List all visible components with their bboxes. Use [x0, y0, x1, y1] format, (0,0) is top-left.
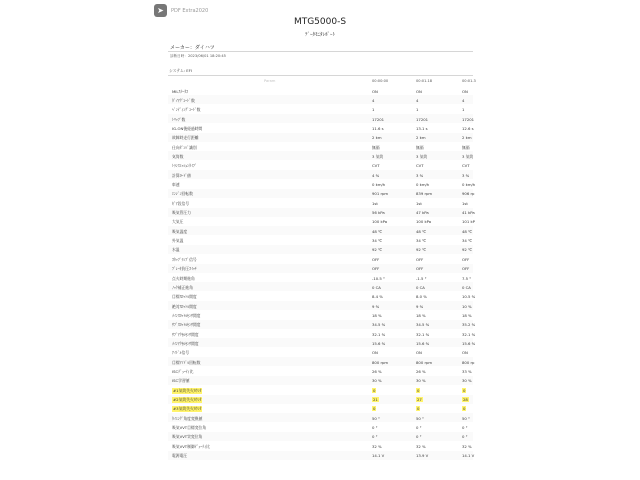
param-name-cell: #1気筒失火ｶｳﾝﾀ — [173, 387, 202, 393]
value-cell: 48 ℃ — [462, 228, 473, 234]
value-cell: 1st — [462, 200, 468, 206]
value-cell: 32.1 % — [462, 331, 476, 337]
param-name-cell: 目標ｱｲﾄﾞﾙ回転数 — [172, 359, 201, 365]
value-cell: OFF — [416, 256, 424, 262]
table-row — [168, 133, 473, 142]
value-cell: 0 ° — [462, 425, 468, 431]
param-name-cell: 計算ﾛｰﾄﾞ値 — [172, 172, 191, 178]
value-cell: 92 ℃ — [416, 247, 427, 253]
value-cell: 2 km — [416, 135, 426, 141]
value-cell: 1st — [416, 200, 422, 206]
value-cell: CVT — [416, 163, 424, 169]
param-name-cell: 外気温 — [172, 238, 184, 244]
param-name-cell: ｻﾌﾞｽﾛｯﾄﾙｾﾝｻ開度 — [172, 322, 201, 328]
value-cell: 9 % — [372, 303, 380, 309]
value-cell: CVT — [372, 163, 380, 169]
value-cell: 2 km — [372, 135, 382, 141]
maker-label: メーカー：ダイハツ — [170, 45, 215, 51]
document-subtitle: ﾃﾞｰﾀﾓﾆﾀﾚﾎﾟｰﾄ — [304, 32, 335, 38]
value-cell: 4 — [416, 97, 419, 103]
table-row — [168, 310, 473, 319]
value-cell: 13.9 V — [416, 453, 429, 459]
logo-text: PDF Extra2020 — [171, 7, 209, 14]
param-name-cell: #3気筒失火ｶｳﾝﾀ — [173, 406, 202, 412]
table-row — [168, 413, 473, 422]
table-row — [168, 320, 476, 329]
value-cell: 1 — [416, 107, 419, 113]
value-cell: ON — [372, 350, 378, 356]
value-cell: 92 ℃ — [372, 247, 383, 253]
value-cell: 17201 — [416, 116, 429, 122]
param-name-cell: 仕向ﾀﾞﾝﾊﾞ識別 — [172, 144, 197, 150]
value-cell: OFF — [462, 266, 470, 272]
table-row — [168, 264, 473, 273]
param-name-cell: 点火時期進角 — [172, 275, 195, 281]
pdf-logo-icon: ➤ — [154, 4, 167, 17]
param-name-cell: ﾀﾞｲｱｸﾞｺｰﾄﾞ数 — [172, 97, 195, 103]
param-name-cell: 吸気VVT目標変位角 — [172, 425, 207, 431]
value-cell: ON — [462, 350, 468, 356]
value-cell: 0 — [373, 406, 376, 412]
value-cell: 0 CA — [462, 284, 471, 290]
table-row — [168, 292, 476, 301]
divider — [168, 51, 473, 52]
value-cell: 92 ℃ — [462, 247, 473, 253]
diagnosis-date: 診断日時：2023/06/01 18:20:45 — [170, 54, 226, 58]
time-column-header: 00:00:00 — [372, 79, 389, 83]
table-row — [168, 254, 473, 263]
value-cell: 7.5 ° — [462, 275, 472, 281]
table-row — [168, 245, 473, 254]
value-cell: 901 rpm — [372, 191, 389, 197]
value-cell: ON — [462, 88, 468, 94]
value-cell: 26 % — [372, 369, 382, 374]
value-cell: 0 — [417, 406, 420, 412]
table-row — [168, 395, 473, 404]
param-name-cell: ﾀｲﾐﾝｸﾞ角度変換値 — [172, 415, 203, 421]
table-row — [168, 226, 473, 235]
table-row — [168, 170, 473, 179]
value-cell: CVT — [462, 163, 470, 169]
value-cell: 15.6 % — [416, 340, 430, 346]
value-cell: OFF — [462, 256, 470, 262]
param-name-cell: #2気筒失火ｶｳﾝﾀ — [173, 397, 202, 403]
value-cell: 800 rpm — [416, 359, 433, 365]
value-cell: 30 % — [372, 378, 382, 384]
value-cell: 9 % — [416, 303, 424, 309]
value-cell: 0 ° — [372, 425, 378, 431]
param-name-cell: MILｽﾃｰﾀｽ — [172, 88, 189, 94]
param-name-cell: ﾄﾘｯﾌﾟ数 — [172, 116, 186, 122]
table-row — [168, 189, 473, 198]
value-cell: 800 rp — [462, 359, 475, 365]
value-cell: ON — [416, 88, 422, 94]
table-row — [168, 367, 473, 376]
table-row — [168, 236, 473, 245]
value-cell: 28 — [463, 397, 468, 403]
table-row — [168, 217, 473, 226]
value-cell: 41 kPa — [462, 210, 475, 216]
table-row — [168, 151, 473, 160]
value-cell: 0 — [463, 406, 466, 412]
value-cell: 18 % — [462, 312, 472, 318]
value-cell: 34.5 % — [416, 322, 430, 328]
value-cell: 32 % — [372, 443, 382, 449]
value-cell: 32.1 % — [372, 331, 386, 337]
value-cell: 12.6 s — [462, 125, 474, 131]
param-name-cell: ﾉｯｸ補正進角 — [172, 284, 193, 290]
param-name-cell: 絶対ｽﾛｯﾄﾙ開度 — [172, 303, 197, 309]
value-cell: 34 ℃ — [462, 238, 473, 244]
param-name-cell: ﾒｲﾝｽﾛｯﾄﾙｾﾝｻ開度 — [172, 312, 201, 318]
value-cell: 15.6 % — [462, 340, 476, 346]
table-row — [168, 348, 473, 357]
value-cell: 2 km — [462, 135, 472, 141]
value-cell: 17201 — [372, 116, 385, 122]
system-label: システム: EFI — [169, 68, 192, 73]
value-cell: 17201 — [462, 116, 475, 122]
value-cell: 839 rpm — [416, 191, 433, 197]
param-name-cell: 吸気管圧力 — [172, 210, 191, 216]
value-cell: 無価 — [372, 144, 380, 150]
param-name-cell: ﾍﾟﾝﾃﾞｨﾝｸﾞｺｰﾄﾞ数 — [172, 107, 201, 113]
value-cell: 27 — [417, 397, 422, 403]
table-row — [168, 180, 476, 189]
value-cell: 50 ° — [462, 415, 470, 421]
param-name-cell: 気筒数 — [172, 153, 184, 159]
param-name-cell: 水温 — [172, 247, 180, 253]
value-cell: OFF — [416, 266, 424, 272]
document-title: MTG5000-S — [293, 17, 347, 27]
param-name-cell: 吸気VVT制御ﾃﾞｭｰﾃｨ比 — [172, 443, 210, 449]
value-cell: 0 — [417, 387, 420, 393]
param-name-cell: ｴﾝｼﾞﾝ回転数 — [172, 191, 193, 197]
table-row — [168, 161, 473, 170]
table-row — [168, 451, 473, 460]
value-cell: 11.6 s — [372, 125, 384, 131]
value-cell: 26 % — [416, 369, 426, 374]
param-name-cell: 目標ｽﾛｯﾄﾙ開度 — [172, 294, 197, 300]
value-cell: 30 % — [462, 378, 472, 384]
value-cell: 34.5 % — [372, 322, 386, 328]
value-cell: 0 km/h — [372, 182, 386, 187]
value-cell: 0 CA — [372, 284, 381, 290]
value-cell: 56 kPa — [372, 210, 385, 216]
param-name-cell: ISCﾃﾞｭｰﾃｨ比 — [172, 369, 194, 374]
param-name-cell: 故障時走行距離 — [172, 135, 199, 141]
table-row — [168, 385, 473, 394]
table-row — [168, 208, 473, 217]
value-cell: 1 — [462, 107, 465, 113]
value-cell: 14.1 V — [462, 453, 475, 459]
value-cell: 無価 — [416, 144, 424, 150]
time-column-header: 00:01.18 — [416, 79, 433, 83]
table-row — [168, 423, 473, 432]
value-cell: OFF — [372, 266, 380, 272]
value-cell: 34 ℃ — [372, 238, 383, 244]
param-name-cell: ｱｲﾄﾞﾙ信号 — [172, 350, 190, 356]
value-cell: 0 — [373, 387, 376, 393]
value-cell: 4 — [462, 97, 465, 103]
value-cell: 0 ° — [416, 425, 422, 431]
param-name-cell: IG-ON後経過時間 — [172, 125, 203, 131]
table-row — [168, 441, 473, 450]
value-cell: 32.1 % — [416, 331, 430, 337]
value-cell: 0 ° — [416, 434, 422, 440]
param-name-cell: ｽﾀｯﾌﾟﾗﾝﾌﾟ信号 — [172, 256, 197, 262]
value-cell: 0 CA — [416, 284, 425, 290]
table-row — [168, 329, 476, 338]
value-cell: ON — [372, 88, 378, 94]
value-cell: 50 ° — [372, 415, 380, 421]
param-name-cell: 吸気温度 — [172, 228, 188, 234]
table-row — [168, 95, 473, 104]
value-cell: 0 ° — [372, 434, 378, 440]
value-cell: 14.1 V — [372, 453, 385, 459]
param-name-cell: 吸気VVT実変位角 — [172, 434, 203, 440]
value-cell: 32 % — [462, 443, 472, 449]
value-cell: -10.5 ° — [372, 275, 385, 281]
value-cell: 0 km/h — [416, 182, 430, 187]
value-cell: 10.5 % — [462, 294, 476, 300]
table-row — [168, 357, 473, 366]
table-row — [168, 198, 473, 207]
table-row — [168, 282, 473, 291]
value-cell: 0 — [463, 387, 466, 393]
value-cell: 3 % — [462, 172, 470, 178]
value-cell: 8.0 % — [416, 294, 427, 300]
table-row — [168, 301, 473, 310]
param-name-cell: ｻﾌﾞｱｸｾﾙｾﾝｻ開度 — [172, 331, 199, 337]
value-cell: 3 気筒 — [462, 153, 474, 159]
value-cell: 1st — [372, 200, 378, 206]
param-name-cell: ﾒｲﾝｱｸｾﾙｾﾝｻ開度 — [172, 340, 199, 346]
divider — [168, 75, 473, 76]
table-row — [168, 376, 473, 385]
table-row — [168, 404, 473, 413]
time-column-header: 00:01.3 — [462, 79, 476, 83]
param-name-cell: ISC学習値 — [172, 378, 190, 384]
value-cell: ON — [416, 350, 422, 356]
value-cell: 15.6 % — [372, 340, 386, 346]
value-cell: 4 — [372, 97, 375, 103]
value-cell: 無価 — [462, 144, 470, 150]
value-cell: 21 — [373, 397, 378, 403]
param-name-cell: ﾄﾗﾝｽﾐｯｼｮﾝﾀｲﾌﾟ — [172, 163, 197, 169]
param-name-cell: ｷﾞｱ段信号 — [172, 200, 190, 206]
param-name-cell: 電源電圧 — [172, 453, 188, 459]
param-name-cell: 車速 — [172, 182, 180, 187]
value-cell: 34 ℃ — [416, 238, 427, 244]
value-cell: 3 % — [416, 172, 424, 178]
table-row — [168, 86, 473, 95]
app-logo — [154, 4, 208, 17]
value-cell: 3 気筒 — [416, 153, 428, 159]
value-cell: 800 rpm — [372, 359, 389, 365]
value-cell: 48 ℃ — [416, 228, 427, 234]
value-cell: 4 % — [372, 172, 380, 178]
value-cell: -1.5 ° — [416, 275, 427, 281]
value-cell: 100 kPa — [372, 219, 388, 225]
table-row — [168, 432, 473, 441]
value-cell: 8.4 % — [372, 294, 383, 300]
value-cell: OFF — [372, 256, 380, 262]
value-cell: 906 rp — [462, 191, 475, 197]
param-column-header: Param — [264, 79, 276, 83]
table-row — [168, 105, 473, 114]
value-cell: 1 — [372, 107, 375, 113]
value-cell: 10 % — [462, 303, 472, 309]
value-cell: 13.1 s — [416, 125, 428, 131]
value-cell: 100 kPa — [416, 219, 432, 225]
param-name-cell: ﾌﾞﾚｰｷ負圧ｽｲｯﾁ — [172, 266, 197, 272]
param-name-cell: 大気圧 — [172, 219, 184, 225]
value-cell: 0 km/h — [462, 182, 476, 187]
value-cell: 47 kPa — [416, 210, 429, 216]
table-row — [168, 123, 473, 132]
value-cell: 0 ° — [462, 434, 468, 440]
table-row — [168, 142, 473, 151]
value-cell: 30 % — [416, 378, 426, 384]
table-row — [168, 114, 473, 123]
value-cell: 3 気筒 — [372, 153, 384, 159]
value-cell: 35.2 % — [462, 322, 476, 328]
table-row — [168, 273, 473, 282]
value-cell: 33 % — [462, 369, 472, 374]
value-cell: 48 ℃ — [372, 228, 383, 234]
value-cell: 50 ° — [416, 415, 424, 421]
value-cell: 18 % — [372, 312, 382, 318]
value-cell: 101 kP — [462, 219, 475, 225]
value-cell: 32 % — [416, 443, 426, 449]
value-cell: 18 % — [416, 312, 426, 318]
table-row — [168, 338, 476, 347]
